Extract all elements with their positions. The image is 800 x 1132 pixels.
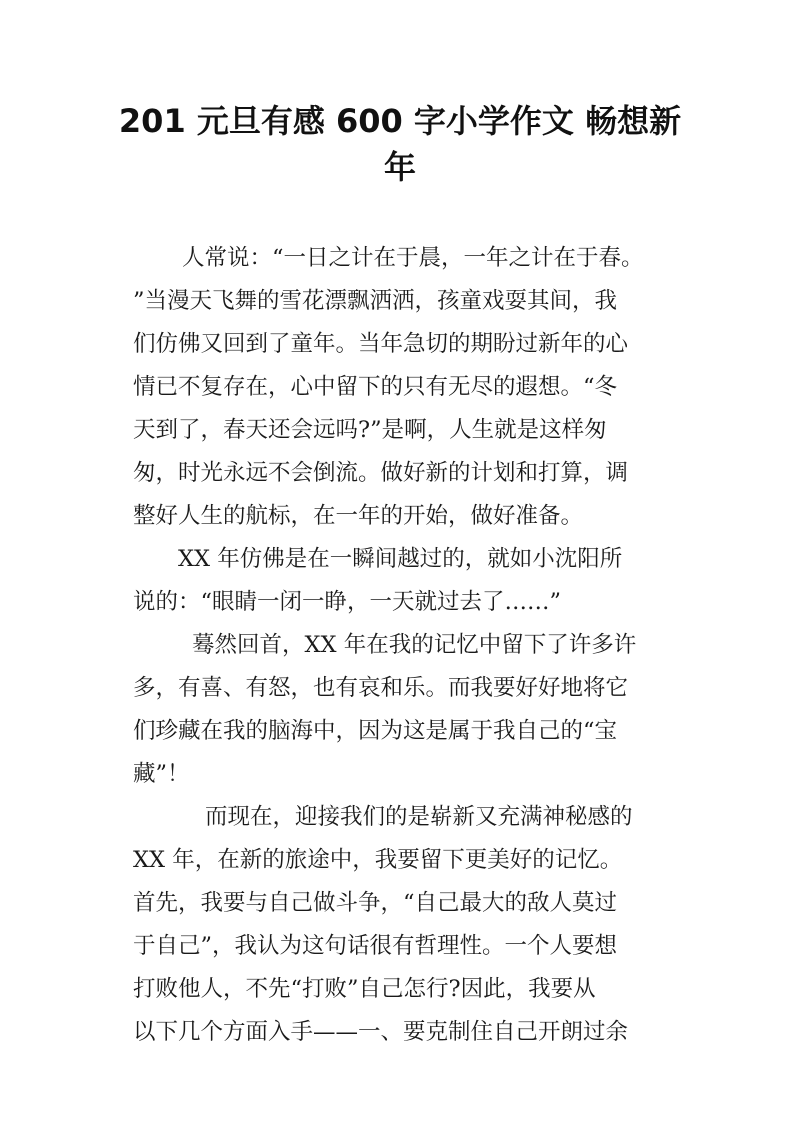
body-line: 多，有喜、有怒，也有哀和乐。而我要好好地将它: [133, 675, 629, 701]
body-line: XX 年仿佛是在一瞬间越过的，就如小沈阳所: [178, 546, 623, 572]
title-line-2: 年: [383, 148, 416, 186]
body-line: ”当漫天飞舞的雪花漂飘洒洒，孩童戏耍其间，我: [133, 288, 618, 314]
body-line: 整好人生的航标，在一年的开始，做好准备。: [133, 503, 584, 529]
body-line: 蓦然回首，XX 年在我的记忆中留下了许多许: [192, 632, 637, 658]
document-title: [100, 98, 700, 190]
body-line: 们仿佛又回到了童年。当年急切的期盼过新年的心: [133, 331, 629, 357]
body-line: 打败他人，不先“打败”自己怎行?因此，我要从: [133, 976, 596, 1002]
body-line: 以下几个方面入手——一、要克制住自己开朗过余: [133, 1019, 629, 1045]
title-line-1: 201 元旦有感 600 字小学作文 畅想新: [118, 102, 682, 140]
body-line: 情已不复存在，心中留下的只有无尽的遐想。“冬: [133, 374, 618, 400]
body-line: XX 年，在新的旅途中，我要留下更美好的记忆。: [133, 847, 623, 873]
body-line: 说的：“眼睛一闭一睁，一天就过去了……”: [133, 589, 562, 615]
body-line: 而现在，迎接我们的是崭新又充满神秘感的: [205, 804, 633, 830]
body-line: 于自己”，我认为这句话很有哲理性。一个人要想: [133, 933, 618, 959]
body-line: 们珍藏在我的脑海中，因为这是属于我自己的“宝: [133, 718, 618, 744]
body-line: 匆，时光永远不会倒流。做好新的计划和打算，调: [133, 460, 629, 486]
body-line: 藏”！: [133, 761, 190, 787]
body-line: 首先，我要与自己做斗争，“自己最大的敌人莫过: [133, 890, 618, 916]
body-line: 天到了，春天还会远吗?”是啊，人生就是这样匆: [133, 417, 607, 443]
body-line: 人常说：“一日之计在于晨，一年之计在于春。: [182, 245, 644, 271]
